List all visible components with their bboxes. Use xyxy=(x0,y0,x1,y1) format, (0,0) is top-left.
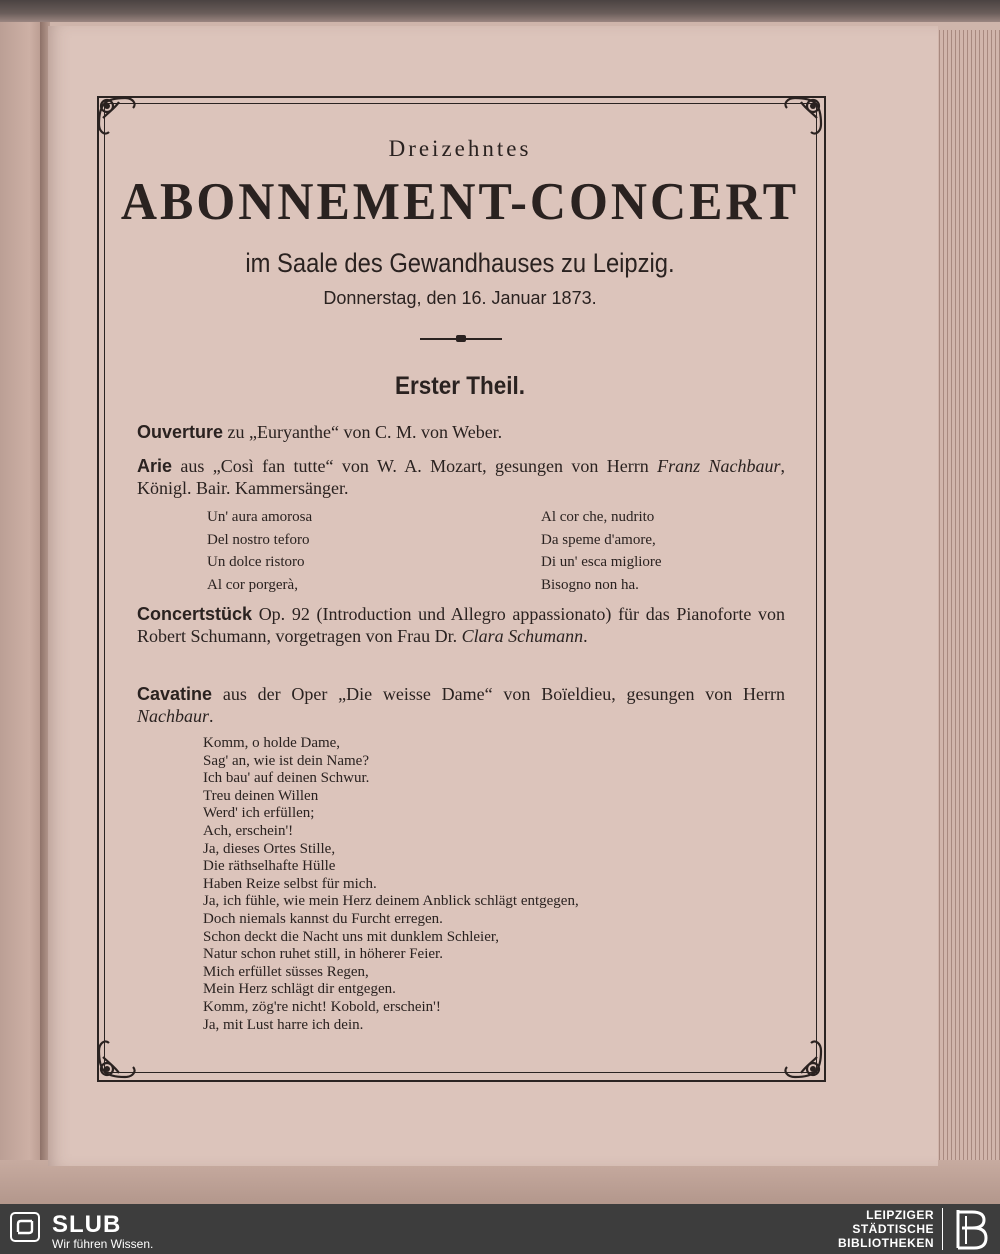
cavatine-lyrics xyxy=(203,735,579,1034)
slub-logo-icon[interactable] xyxy=(10,1212,40,1242)
item-text-after: . xyxy=(209,706,214,726)
program-item-cavatine xyxy=(137,683,785,727)
lyric-line: Ach, erschein'! xyxy=(203,822,294,839)
verse-line: Al cor che, nudrito xyxy=(541,509,655,525)
lyric-line: Mich erfüllet süsses Regen, xyxy=(203,963,369,980)
lyric-line: Treu deinen Willen xyxy=(203,787,319,804)
lyric-line: Natur schon ruhet still, in höherer Feier. xyxy=(203,946,443,963)
item-text: Op. 92 (Introduction und Allegro appassionato) für das Pianoforte von Robert Schumann, vorgetragen von Frau Dr. xyxy=(137,604,785,646)
library-name[interactable] xyxy=(838,1208,934,1250)
item-text: aus „Così fan tutte“ von W. A. Mozart, gesungen von Herrn xyxy=(172,456,658,476)
left-page-edge xyxy=(0,22,42,1204)
lyric-line: Komm, zög're nicht! Kobold, erschein'! xyxy=(203,998,441,1015)
item-lead: Arie xyxy=(137,456,173,476)
verse-line: Di un' esca migliore xyxy=(541,554,662,570)
lyric-line: Ja, dieses Ortes Stille, xyxy=(203,840,336,857)
library-line: BIBLIOTHEKEN xyxy=(838,1236,934,1250)
verse-line: Bisogno non ha. xyxy=(541,576,639,593)
lyric-line: Komm, o holde Dame, xyxy=(203,735,341,751)
slub-tagline: Wir führen Wissen. xyxy=(52,1237,154,1251)
lyric-line: Die räthselhafte Hülle xyxy=(203,858,336,875)
performer-name: Clara Schumann xyxy=(461,626,584,646)
item-text-after: , Königl. Bair. Kammersänger. xyxy=(137,456,785,498)
program-item-overture xyxy=(137,421,785,443)
library-logo-icon[interactable] xyxy=(952,1208,990,1250)
lyric-line: Ja, ich fühle, wie mein Herz deinem Anblick schlägt entgegen, xyxy=(203,893,579,910)
lyric-line: Ich bau' auf deinen Schwur. xyxy=(203,770,370,787)
footer-separator xyxy=(942,1208,943,1250)
item-text: aus der Oper „Die weisse Dame“ von Boïeldieu, gesungen von Herrn xyxy=(212,684,785,704)
lyric-line: Doch niemals kannst du Furcht erregen. xyxy=(203,910,443,927)
program-item-aria xyxy=(137,455,785,499)
corner-ornament-icon xyxy=(765,1021,825,1081)
aria-verse-right xyxy=(541,506,662,596)
concert-date: Donnerstag, den 16. Januar 1873. xyxy=(323,288,597,308)
library-line: LEIPZIGER xyxy=(866,1208,934,1222)
verse-line: Un dolce ristoro xyxy=(207,554,305,570)
concert-ordinal: Dreizehntes xyxy=(388,136,532,161)
lyric-line: Werd' ich erfüllen; xyxy=(203,805,315,822)
concert-title: ABONNEMENT-CONCERT xyxy=(120,171,800,231)
divider-ornament xyxy=(456,335,466,342)
page-stack-edges xyxy=(936,30,1000,1180)
lyric-line: Mein Herz schlägt dir entgegen. xyxy=(203,981,396,998)
item-lead: Concertstück xyxy=(137,604,253,624)
page-bottom xyxy=(0,1160,1000,1204)
performer-name: Franz Nachbaur xyxy=(657,456,781,476)
program-item-concertstueck xyxy=(137,603,785,647)
verse-line: Un' aura amorosa xyxy=(207,509,313,525)
lyric-line: Sag' an, wie ist dein Name? xyxy=(203,752,369,769)
library-line: STÄDTISCHE xyxy=(852,1222,934,1236)
lyric-line: Haben Reize selbst für mich. xyxy=(203,875,377,892)
part-heading: Erster Theil. xyxy=(394,372,526,400)
performer-name: Nachbaur xyxy=(137,706,209,726)
verse-line: Del nostro teforo xyxy=(207,531,310,548)
verse-line: Da speme d'amore, xyxy=(541,531,656,548)
footer-bar xyxy=(0,1204,1000,1254)
lyric-line: Schon deckt die Nacht uns mit dunklem Schleier, xyxy=(203,928,500,945)
book-cover-edge xyxy=(0,0,1000,22)
concert-venue: im Saale des Gewandhauses zu Leipzig. xyxy=(245,248,675,278)
item-lead: Cavatine xyxy=(137,684,213,704)
corner-ornament-icon xyxy=(95,1021,155,1081)
slub-name[interactable]: SLUB xyxy=(52,1211,122,1238)
item-text: zu „Euryanthe“ von C. M. von Weber. xyxy=(223,422,503,442)
verse-line: Al cor porgerà, xyxy=(207,576,298,593)
lyric-line: Ja, mit Lust harre ich dein. xyxy=(203,1016,364,1033)
item-lead: Ouverture xyxy=(137,422,224,442)
item-text-after: . xyxy=(583,626,588,646)
aria-verse-left xyxy=(207,506,312,596)
